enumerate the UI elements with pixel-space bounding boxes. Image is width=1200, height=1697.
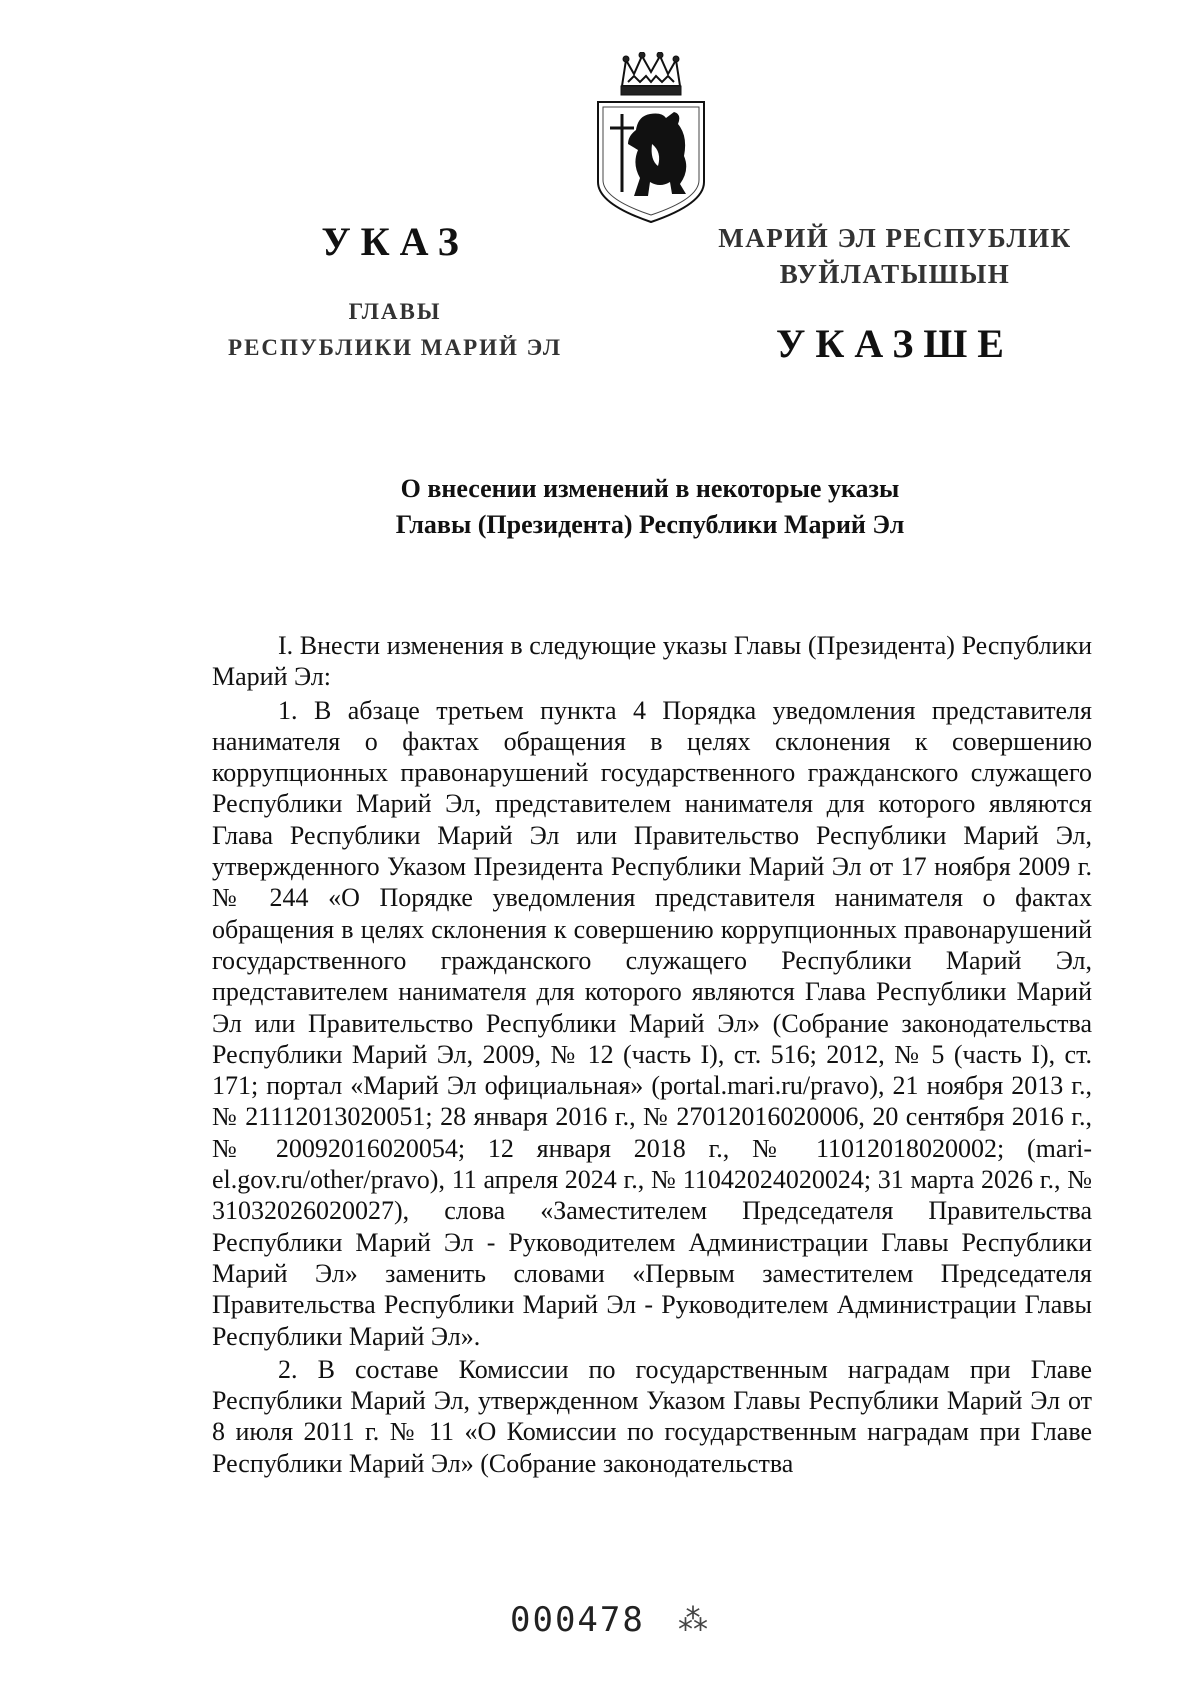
document-serial-number: 000478 [510,1600,645,1640]
document-title-line1: О внесении изменений в некоторые указы [400,474,900,503]
mari-el-coat-of-arms-icon [592,52,710,228]
body-intro-paragraph: I. Внести изменения в следующие указы Главы (Президента) Республики Марий Эл: [212,631,1092,692]
header-left-line2: РЕСПУБЛИКИ МАРИЙ ЭЛ [228,335,562,360]
header-right-line2: ВУЙЛАТЫШЫН [779,259,1011,289]
crown-icon [621,52,681,95]
header-right [660,220,1130,366]
asterisk-ornament-icon: ⁂ [678,1603,708,1638]
header-left [170,220,620,366]
body-item-2-paragraph: 2. В составе Комиссии по государственным наградам при Главе Республики Марий Эл, утвержденном Указом Главы Республики Марий Эл от 8 июля 2011 г. № 11 «О Комиссии по государственным наградам при Главе Республики Марий Эл» (Собрание законодательства [212,1354,1092,1478]
document-title-line2: Главы (Президента) Республики Марий Эл [395,510,905,539]
header-left-line1: ГЛАВЫ [348,299,442,324]
header-right-line1: МАРИЙ ЭЛ РЕСПУБЛИК [718,223,1072,253]
body-item-1-paragraph: 1. В абзаце третьем пункта 4 Порядка уведомления представителя нанимателя о фактах обращения в целях склонения к совершению коррупционных правонарушений государственного гражданского служащего Республики Марий Эл, представителем нанимателя для которого являются Глава Республики Марий Эл или Правительство Республики Марий Эл, утвержденного Указом Президента Республики Марий Эл от 17 ноября 2009 г. № 244 «О Порядке уведомления представителя нанимателя о фактах обращения в целях склонения к совершению коррупционных правонарушений государственного гражданского служащего Республики Марий Эл, представителем нанимателя для которого являются Глава Республики Марий Эл или Правительство Республики Марий Эл» (Собрание законодательства Республики Марий Эл, 2009, № 12 (часть I), ст. 516; 2012, № 5 (часть I), ст. 171; портал «Марий Эл официальная» (portal.mari.ru/pravo), 21 ноября 2013 г., № 21112013020051; 28 января 2016 г., № 27012016020006, 20 сентября 2016 г., № 20092016020054; 12 января 2018 г., № 11012018020002; (mari-el.gov.ru/other/pravo), 11 апреля 2024 г., № 11042024020024; 31 марта 2026 г., № 31032026020027), слова «Заместителем Председателя Правительства Республики Марий Эл - Руководителем Администрации Главы Республики Марий Эл» заменить словами «Первым заместителем Председателя Правительства Республики Марий Эл - Руководителем Администрации Главы Республики Марий Эл». [212,695,1092,1351]
document-body [212,630,1092,1479]
decree-title-mari: УКАЗШЕ [776,321,1014,366]
document-title [200,471,1100,543]
decree-title-ru: УКАЗ [321,219,469,264]
